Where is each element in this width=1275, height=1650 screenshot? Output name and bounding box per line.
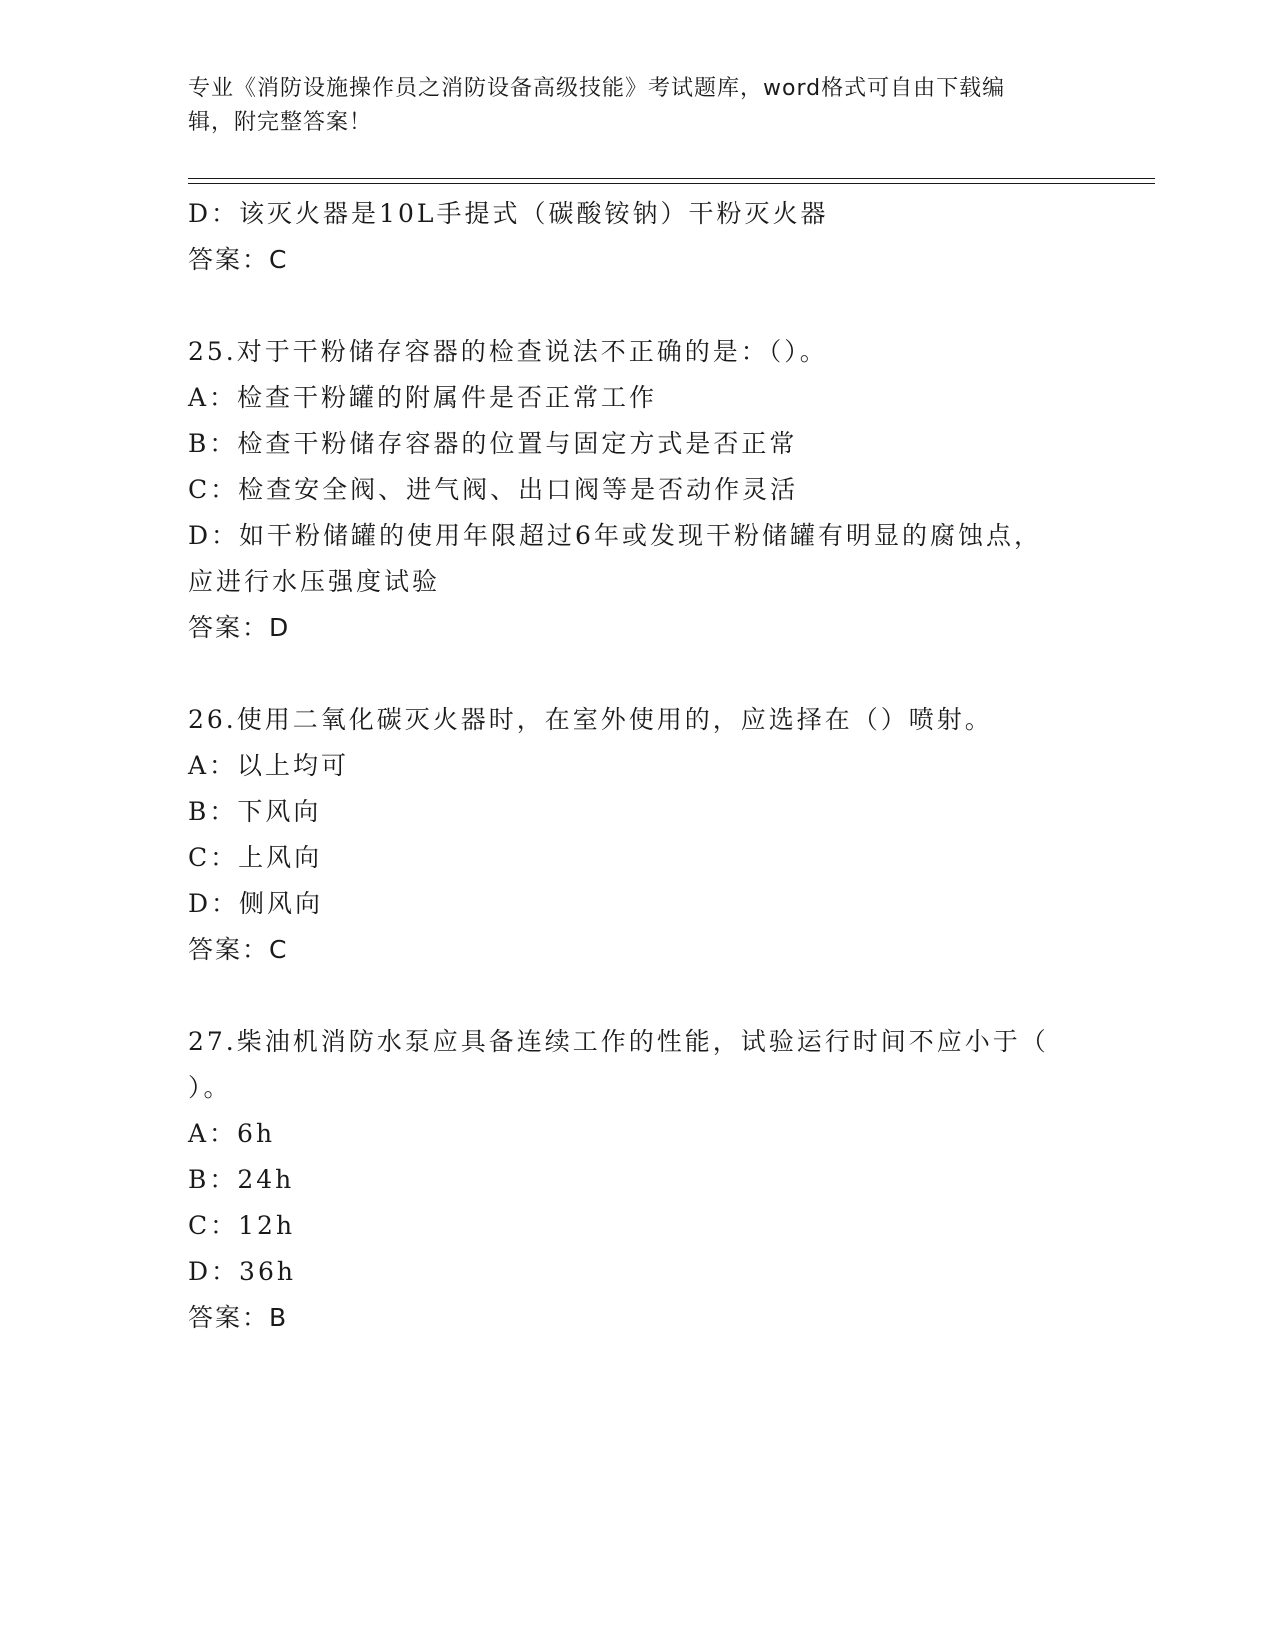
answer: 答案：B <box>188 1303 289 1332</box>
header-line-2: 辑，附完整答案！ <box>188 110 373 135</box>
question-stem: 26.使用二氧化碳灭火器时，在室外使用的，应选择在（）喷射。 <box>188 705 993 734</box>
question-stem: 25.对于干粉储存容器的检查说法不正确的是：（）。 <box>188 337 828 366</box>
option-d: D：侧风向 <box>188 889 324 918</box>
question-content <box>188 191 1088 1341</box>
option-d: D：36h <box>188 1257 296 1286</box>
header-line-1: 专业《消防设施操作员之消防设备高级技能》考试题库，word格式可自由下载编 <box>188 76 1006 101</box>
option-a: A：以上均可 <box>188 751 350 780</box>
option-b: B：下风向 <box>188 797 322 826</box>
option-c: C：12h <box>188 1211 296 1240</box>
option-c: C：检查安全阀、进气阀、出口阀等是否动作灵活 <box>188 475 799 504</box>
header-divider-bottom <box>188 183 1155 184</box>
answer: 答案：D <box>188 613 291 642</box>
answer: 答案：C <box>188 935 289 964</box>
spacer <box>188 283 1088 329</box>
prev-answer: 答案：C <box>188 245 289 274</box>
option-c: C：上风向 <box>188 843 323 872</box>
question-stem: 27.柴油机消防水泵应具备连续工作的性能，试验运行时间不应小于（ <box>188 1027 1049 1056</box>
option-d: D：如干粉储罐的使用年限超过6年或发现干粉储罐有明显的腐蚀点， <box>188 521 1042 550</box>
prev-option-d: D：该灭火器是10L手提式（碳酸铵钠）干粉灭火器 <box>188 199 829 228</box>
question-27 <box>188 1019 1088 1341</box>
option-a: A：检查干粉罐的附属件是否正常工作 <box>188 383 658 412</box>
spacer <box>188 973 1088 1019</box>
spacer <box>188 651 1088 697</box>
question-26 <box>188 697 1088 973</box>
option-a: A：6h <box>188 1119 276 1148</box>
question-stem-continued: ）。 <box>188 1073 232 1102</box>
document-header <box>188 72 1068 140</box>
header-divider-top <box>188 178 1155 179</box>
option-b: B：24h <box>188 1165 295 1194</box>
question-25 <box>188 329 1088 651</box>
option-b: B：检查干粉储存容器的位置与固定方式是否正常 <box>188 429 798 458</box>
option-d-continued: 应进行水压强度试验 <box>188 567 441 596</box>
